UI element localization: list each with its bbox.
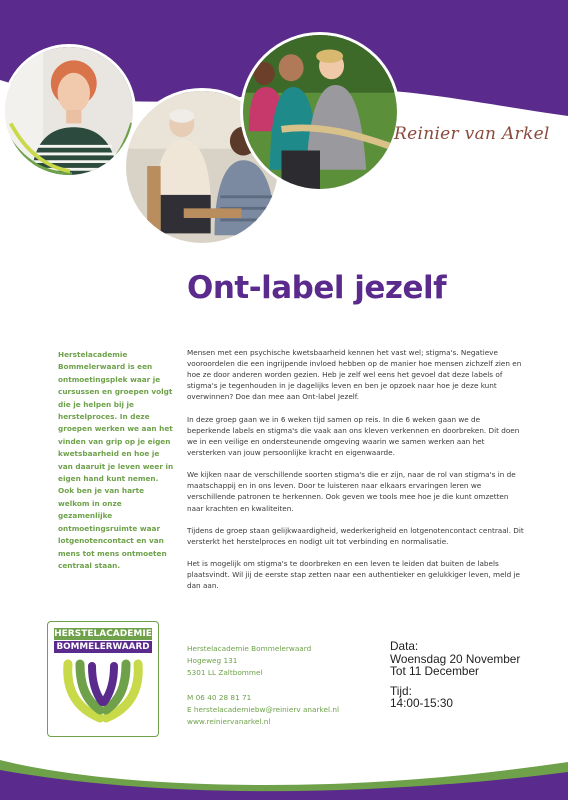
- tug-of-war-photo: [240, 32, 400, 192]
- event-date-end: Tot 11 December: [390, 664, 479, 679]
- event-time-label: Tijd:: [390, 683, 412, 698]
- contact-city: 5301 LL Zaltbommel: [187, 668, 263, 678]
- contact-name: Herstelacademie Bommelerwaard: [187, 644, 312, 653]
- footer-wave: [0, 740, 568, 800]
- contact-block: [187, 643, 339, 728]
- contact-street: Hogeweg 131: [187, 656, 238, 666]
- body-paragraph-intro: Mensen met een psychische kwetsbaarheid kennen het vast wel; stigma's. Negatieve vooroordelen die een ingrijpende invloed hebben op de manier hoe mensen zichzelf zien en hoe ze door anderen worden gezien. Heb je zelf wel eens het gevoel dat deze labels of stigma's je tegenhouden in je dagelijks leven en ben je opzoek naar hoe je deze kunt overwinnen? Doe dan mee aan Ont-label Jezelf.: [187, 348, 522, 402]
- logo-line-2: BOMMELERWAARD: [54, 641, 152, 653]
- event-date-label: Data:: [390, 639, 419, 653]
- body-paragraph-journey: In deze groep gaan we in 6 weken tijd samen op reis. In die 6 weken gaan we de beperkende labels en stigma's die vaak aan ons kleven verkennen en doorbreken. Dit doen we in een veilige en ondersteunende omgeving waarin we samen werken aan het versterken van jouw persoonlijke kracht en eigenwaarde.: [187, 414, 520, 457]
- contact-email[interactable]: E herstelacademiebw@reinierv anarkel.nl: [187, 704, 339, 714]
- sidebar-intro-text: Herstelacademie Bommelerwaard is een ontmoetingsplek waar je cursussen en groepen volgt die je helpen bij je herstelproces. In deze groepen werken we aan het vinden van grip op je eigen kwetsbaarheid en hoe je van daaruit je leven weer in eigen hand kunt nemen. Ook ben je van harte welkom in onze gezamenlijke ontmoetingsruimte waar lotgenotencontact en van mens tot mens ontmoeten centraal staan.: [58, 350, 174, 570]
- event-date-start: Woensdag 20 November: [390, 651, 521, 666]
- body-paragraph-equality: Tijdens de groep staan gelijkwaardigheid, wederkerigheid en lotgenotencontact centraal. Dit versterkt het herstelproces en nodigt uit tot verbinding en normalisatie.: [187, 525, 524, 546]
- logo-line-1: HERSTELACADEMIE: [54, 629, 152, 639]
- body-paragraph-call-to-action: Het is mogelijk om stigma's te doorbreken en een leven te leiden dat buiten de labels plaatsvindt. Wil jij de eerste stap zetten naar een authentieker en gelukkiger leven, meld je dan aan.: [187, 559, 520, 591]
- event-details: [390, 640, 520, 710]
- body-text: [187, 347, 525, 603]
- event-time: 14:00-15:30: [390, 696, 453, 711]
- body-paragraph-stigma-types: We kijken naar de verschillende soorten stigma's die er zijn, naar de rol van stigma's in de maatschappij en in ons leven. Door te luisteren naar elkaars ervaringen leren we verschillende patronen te herkennen. Ook geven we tools mee hoe je die kunt omzetten naar krachten en kwaliteiten.: [187, 470, 516, 513]
- herstelacademie-logo: [47, 621, 159, 737]
- contact-website[interactable]: www.reiniervanarkel.nl: [187, 717, 271, 727]
- page-title: Ont-label jezelf: [187, 270, 447, 306]
- logo-emblem-icon: [54, 656, 152, 732]
- reinier-van-arkel-signature: Reinier van Arkel: [394, 124, 550, 144]
- contact-phone[interactable]: M 06 40 28 81 71: [187, 692, 252, 702]
- woman-portrait-photo: [2, 44, 136, 178]
